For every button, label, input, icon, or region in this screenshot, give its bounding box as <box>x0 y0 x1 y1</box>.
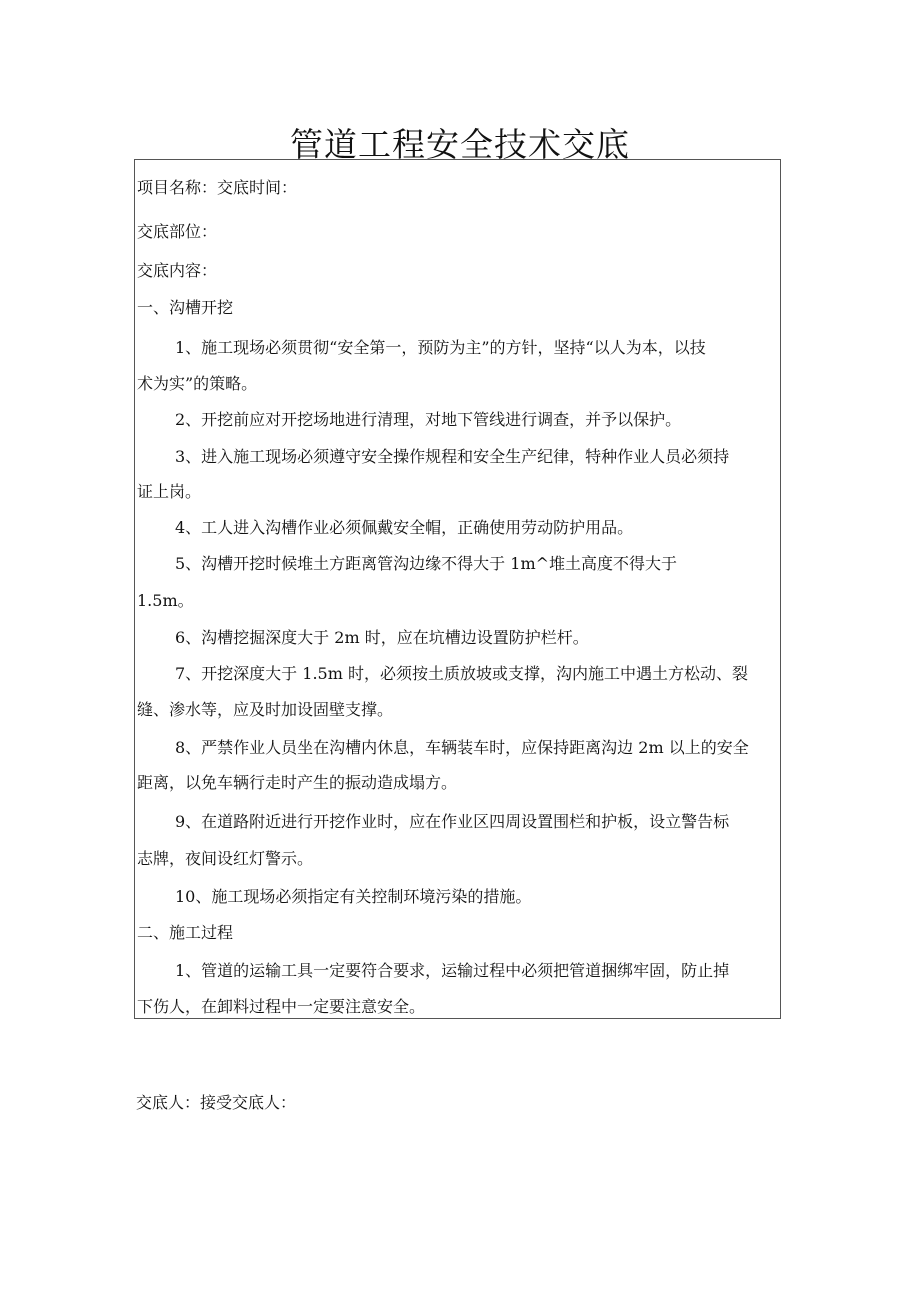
list-item-continuation: 下伤人，在卸料过程中一定要注意安全。 <box>137 997 426 1016</box>
section-heading: 二、施工过程 <box>137 923 234 942</box>
list-item: 10、施工现场必须指定有关控制环境污染的措施。 <box>175 887 532 906</box>
list-item-continuation: 术为实”的策略。 <box>137 374 258 393</box>
signature-line: 交底人：接受交底人： <box>136 1093 297 1112</box>
list-item: 9、在道路附近进行开挖作业时，应在作业区四周设置围栏和护板，设立警告标 <box>175 812 730 831</box>
list-item: 2、开挖前应对开挖场地进行清理，对地下管线进行调查，并予以保护。 <box>175 410 682 429</box>
list-item: 5、沟槽开挖时候堆土方距离管沟边缘不得大于 1m^堆土高度不得大于 <box>175 554 678 573</box>
content-table <box>134 159 781 1019</box>
list-item-continuation: 证上岗。 <box>137 482 202 501</box>
list-item: 1、施工现场必须贯彻“安全第一，预防为主”的方针，坚持“以人为本，以技 <box>175 338 706 357</box>
list-item: 1、管道的运输工具一定要符合要求，运输过程中必须把管道捆绑牢固，防止掉 <box>175 961 730 980</box>
list-item-continuation: 1.5m。 <box>137 591 194 610</box>
list-item-continuation: 志牌，夜间设红灯警示。 <box>137 849 314 868</box>
list-item: 6、沟槽挖掘深度大于 2m 时，应在坑槽边设置防护栏杆。 <box>175 628 589 647</box>
handover-content-line: 交底内容： <box>137 261 218 280</box>
list-item-continuation: 距离，以免车辆行走时产生的振动造成塌方。 <box>137 773 458 792</box>
project-name-line: 项目名称：交底时间： <box>137 178 298 197</box>
list-item: 7、开挖深度大于 1.5m 时，必须按土质放坡或支撑，沟内施工中遇土方松动、裂 <box>175 664 748 683</box>
section-heading: 一、沟槽开挖 <box>137 298 234 317</box>
list-item: 3、进入施工现场必须遵守安全操作规程和安全生产纪律，特种作业人员必须持 <box>175 447 730 466</box>
handover-part-line: 交底部位： <box>137 222 218 241</box>
list-item: 8、严禁作业人员坐在沟槽内休息，车辆装车时，应保持距离沟边 2m 以上的安全 <box>175 738 749 757</box>
list-item: 4、工人进入沟槽作业必须佩戴安全帽，正确使用劳动防护用品。 <box>175 518 634 537</box>
list-item-continuation: 缝、渗水等，应及时加设固壁支撑。 <box>137 700 394 719</box>
page-title: 管道工程安全技术交底 <box>290 125 630 164</box>
